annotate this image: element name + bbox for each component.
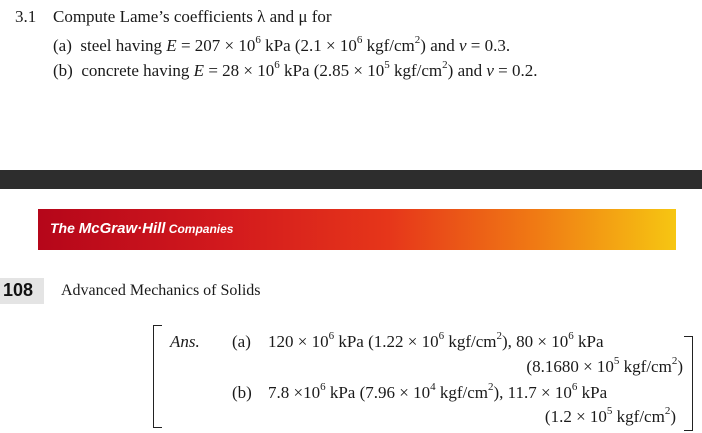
problem-stem (53, 7, 332, 27)
answer-a1-mid: kPa (1.22 × 10 (334, 332, 439, 351)
part-b-text-5: = 0.2. (493, 61, 538, 80)
answer-a1-exp: 6 (328, 330, 335, 343)
answer-a2-exp: 5 (613, 355, 620, 368)
part-a-text-1: steel having (80, 36, 167, 55)
part-b-text-2: kPa (2.85 × 10 (279, 61, 385, 80)
answer-b1-base: 7.8 ×10 (268, 383, 321, 402)
answer-b1-mid: kPa (7.96 × 10 (325, 383, 431, 402)
part-b-E-value: 28 × 10 (222, 61, 275, 80)
answer-a1-unit: kgf/cm (444, 332, 497, 351)
answer-b-label: (b) (232, 383, 252, 402)
part-b-text-4: ) and (447, 61, 487, 80)
answer-label (170, 332, 200, 352)
answer-b2-exp: 5 (606, 405, 613, 418)
answer-bracket-left (153, 325, 162, 428)
part-a-text-4: ) and (420, 36, 459, 55)
answer-a-line-2 (526, 357, 683, 377)
page-number: 108 (3, 280, 34, 300)
answer-b1-exp: 6 (320, 381, 326, 394)
part-a-E-value: 207 × 10 (194, 36, 256, 55)
answer-bracket-right (684, 336, 693, 431)
running-head: Advanced Mechanics of Solids (61, 282, 261, 299)
answer-a1-unit-exp: 2 (496, 330, 502, 343)
part-b-text-2-exp: 5 (384, 59, 390, 72)
part-b-text-3: kgf/cm (389, 61, 443, 80)
answer-b2-end: ) (670, 407, 676, 426)
problem-number: 3.1 (15, 7, 37, 26)
part-a-nu: ν (459, 36, 467, 55)
part-a-text-2-exp: 6 (356, 34, 363, 47)
answer-a1-mid-exp: 6 (438, 330, 445, 343)
answer-a2-unit-exp: 2 (671, 355, 678, 368)
publisher-logo (50, 220, 233, 237)
answer-b1-mid-exp: 4 (430, 381, 436, 394)
answer-b2-unit: kgf/cm (612, 407, 665, 426)
problem-stem-text: Compute Lame’s coefficients λ and μ for (53, 7, 332, 26)
answer-b2-base: (1.2 × 10 (544, 407, 607, 426)
answer-b1-end: kPa (577, 383, 608, 402)
answer-b1-unit: kgf/cm (435, 383, 488, 402)
answer-b1-unit-exp: 2 (488, 381, 494, 394)
part-a-text-2: kPa (2.1 × 10 (260, 36, 357, 55)
part-a-text-3: kgf/cm (362, 36, 415, 55)
answer-a1-tail: ), 80 × 10 (502, 332, 569, 351)
part-a-text-3-exp: 2 (414, 34, 421, 47)
answer-b1-tail: ), 11.7 × 10 (493, 383, 572, 402)
answer-a1-base: 120 × 10 (268, 332, 329, 351)
problem-part-a: (a) steel having $E = 207 \times 10^6$ kPa ($2.1 \times 10^6$ kgf/$cm^2$) and ν = 0.3. (53, 34, 511, 55)
publisher-banner (38, 209, 676, 250)
publisher-prefix: The (50, 220, 79, 236)
part-b-label: (b) (53, 61, 73, 80)
part-a-label: (a) (53, 36, 72, 55)
answer-a-line-1 (268, 332, 604, 352)
publisher-name: McGraw·Hill (78, 220, 166, 237)
answer-a1-end: kPa (573, 332, 604, 351)
part-b-text-3-exp: 2 (442, 59, 448, 72)
part-b-nu: ν (486, 61, 494, 80)
part-b-E-exp: 6 (274, 59, 280, 72)
answer-a2-unit: kgf/cm (619, 357, 672, 376)
answer-a2-base: (8.1680 × 10 (526, 357, 614, 376)
answer-a1-tail-exp: 6 (568, 330, 574, 343)
part-a-E-exp: 6 (255, 34, 261, 47)
answer-a-label: (a) (232, 332, 251, 351)
problem-part-b: (b) concrete having $E = 28 \times 10^6$ kPa ($2.85 \times 10^5$ kgf/$cm^2$) and ν = 0.2. (53, 59, 538, 80)
answer-b1-tail-exp: 6 (571, 381, 578, 394)
answer-a2-end: ) (677, 357, 683, 376)
part-a-text-5: = 0.3. (466, 36, 511, 55)
answer-b2-unit-exp: 2 (664, 405, 671, 418)
publisher-suffix: Companies (165, 222, 234, 236)
answer-label-text: Ans. (170, 332, 200, 351)
answer-b-line-2 (545, 407, 676, 427)
part-b-text-1: concrete having (81, 61, 194, 80)
answer-b-line-1 (268, 383, 607, 403)
page-divider-bar (0, 170, 702, 189)
